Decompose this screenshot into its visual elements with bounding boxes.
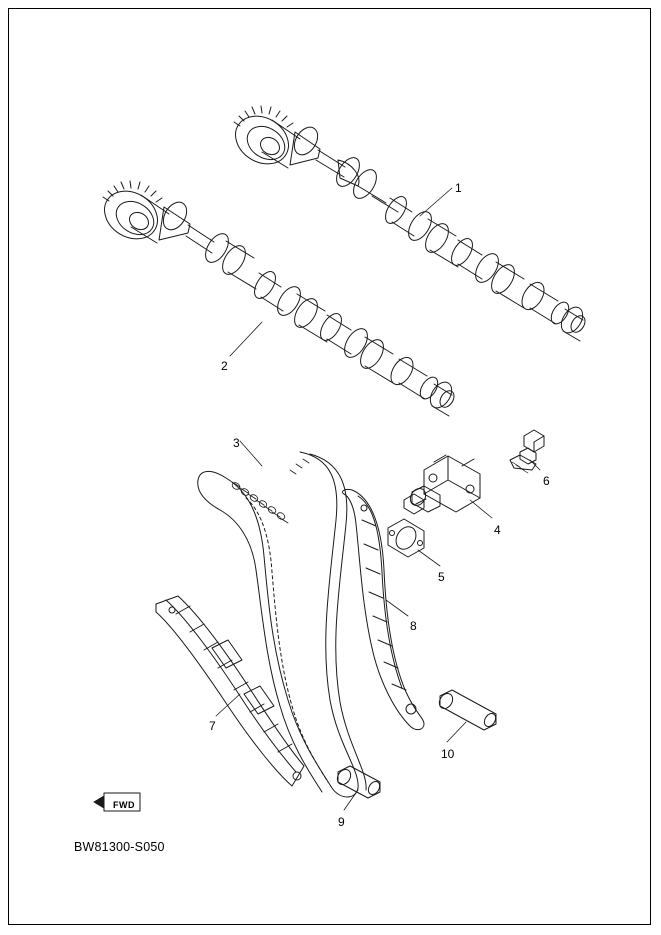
chain-guide-upper-art (342, 489, 424, 729)
callout-9: 9 (338, 815, 345, 829)
camshaft-upper-art (227, 106, 588, 341)
leader-lines (216, 188, 540, 810)
chain-guide-lower-art (156, 596, 304, 786)
callout-6: 6 (543, 474, 550, 488)
callout-8: 8 (410, 619, 417, 633)
guide-pin-upper-art (437, 690, 498, 730)
chain-tensioner-art (404, 455, 480, 514)
tensioner-gasket-art (388, 519, 424, 557)
camshaft-lower-art (96, 181, 457, 416)
fwd-direction-label: FWD (113, 800, 135, 810)
callout-1: 1 (455, 181, 462, 195)
callout-2: 2 (221, 359, 228, 373)
timing-chain-art (198, 452, 366, 797)
tensioner-bolt-art (510, 430, 544, 473)
callout-10: 10 (441, 747, 455, 761)
callout-7: 7 (209, 719, 216, 733)
callout-5: 5 (438, 570, 445, 584)
callout-3: 3 (233, 436, 240, 450)
diagram-part-code: BW81300-S050 (74, 840, 165, 854)
callout-4: 4 (494, 523, 501, 537)
